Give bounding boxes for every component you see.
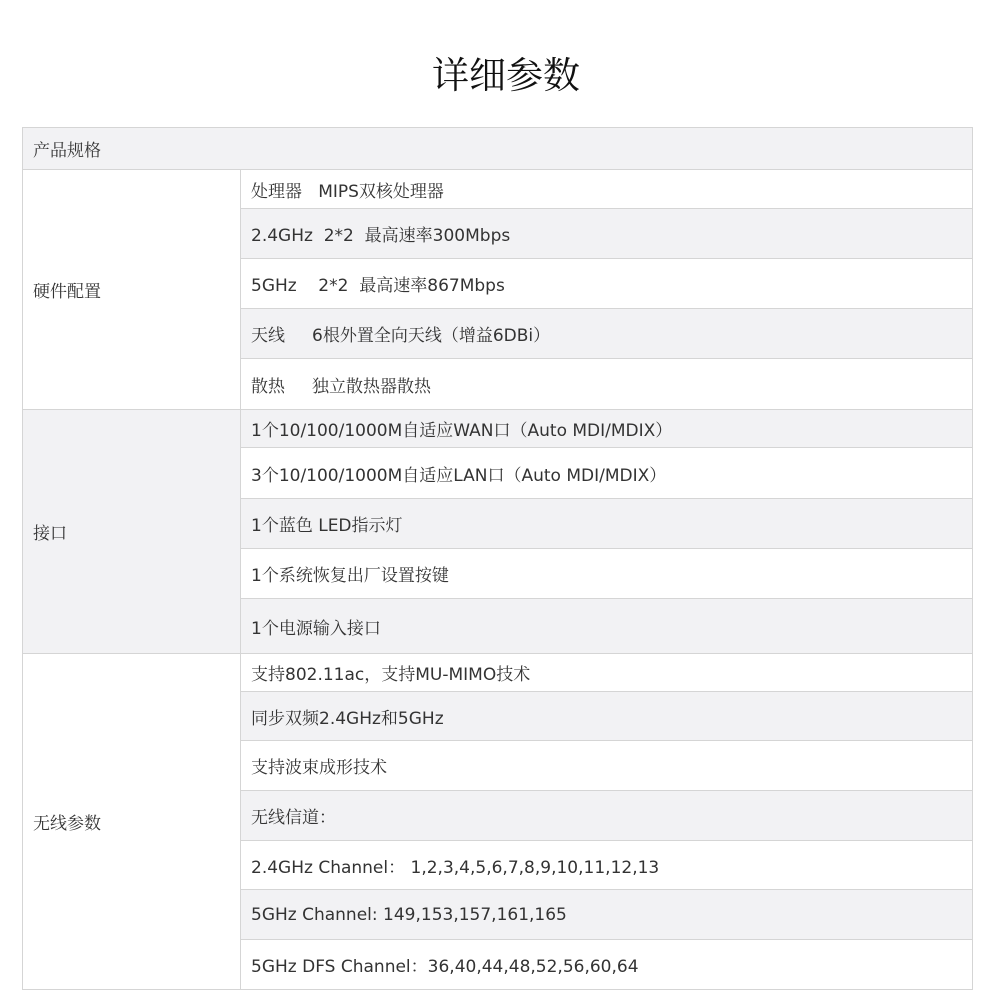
spec-value: 散热 独立散热器散热 xyxy=(241,359,973,410)
spec-table xyxy=(22,127,973,990)
table-row xyxy=(23,654,973,692)
spec-value: 处理器 MIPS双核处理器 xyxy=(241,170,973,209)
spec-value: 无线信道： xyxy=(241,791,973,841)
spec-value: 2.4GHz Channel： 1,2,3,4,5,6,7,8,9,10,11,12,13 xyxy=(241,841,973,890)
page-title: 详细参数 xyxy=(432,54,580,97)
spec-value: 支持波束成形技术 xyxy=(241,741,973,791)
spec-value: 同步双频2.4GHz和5GHz xyxy=(241,692,973,741)
section-wireless-label: 无线参数 xyxy=(23,654,241,990)
table-header: 产品规格 xyxy=(23,128,973,170)
table-row xyxy=(23,410,973,448)
spec-value: 5GHz Channel: 149,153,157,161,165 xyxy=(241,890,973,940)
spec-value: 天线 6根外置全向天线（增益6DBi） xyxy=(241,309,973,359)
spec-value: 5GHz DFS Channel：36,40,44,48,52,56,60,64 xyxy=(241,940,973,990)
section-hardware-label: 硬件配置 xyxy=(23,170,241,410)
spec-value: 支持802.11ac，支持MU-MIMO技术 xyxy=(241,654,973,692)
spec-value: 1个蓝色 LED指示灯 xyxy=(241,499,973,549)
table-row xyxy=(23,170,973,209)
spec-value: 2.4GHz 2*2 最高速率300Mbps xyxy=(241,209,973,259)
spec-value: 3个10/100/1000M自适应LAN口（Auto MDI/MDIX） xyxy=(241,448,973,499)
section-interface-label: 接口 xyxy=(23,410,241,654)
spec-value: 1个10/100/1000M自适应WAN口（Auto MDI/MDIX） xyxy=(241,410,973,448)
spec-value: 1个电源输入接口 xyxy=(241,599,973,654)
spec-value: 5GHz 2*2 最高速率867Mbps xyxy=(241,259,973,309)
spec-value: 1个系统恢复出厂设置按键 xyxy=(241,549,973,599)
table-header-row xyxy=(23,128,973,170)
